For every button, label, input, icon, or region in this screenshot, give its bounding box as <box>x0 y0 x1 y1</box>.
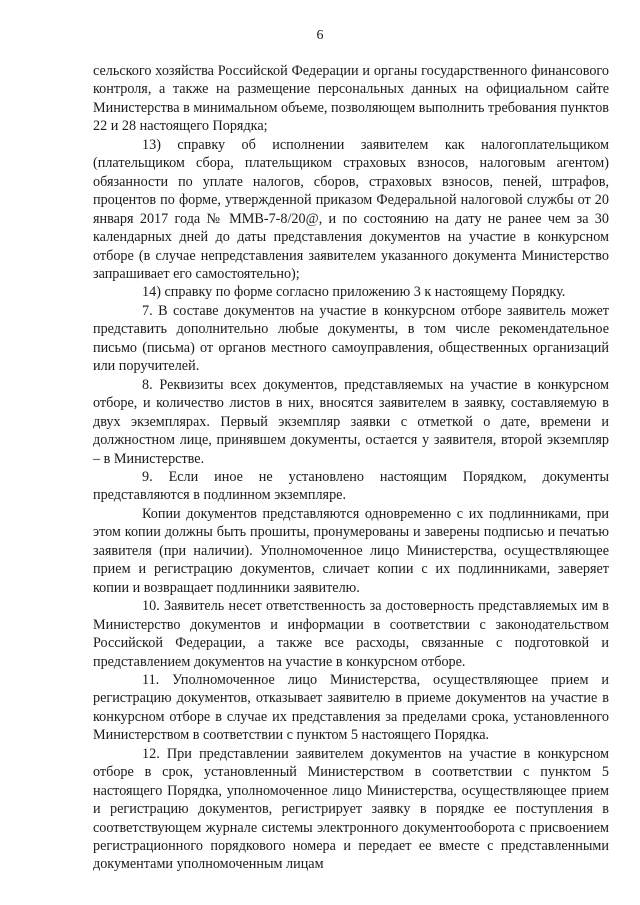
paragraph-item-14: 14) справку по форме согласно приложению 3 к настоящему Порядку. <box>142 284 566 301</box>
paragraph-10: 10. Заявитель несет ответственность за достоверность представляемых им в Министерство документов и информации в соответствии с законодательством Российской Федерации, а также все расходы, связанные с подготовкой и представлением документов на участие в конкурсном отборе. <box>93 598 609 670</box>
paragraph-copies: Копии документов представляются одновременно с их подлинниками, при этом копии должны быть прошиты, пронумерованы и заверены подписью и печатью заявителя (при наличии). Уполномоченное лицо Министерства, осуществляющее прием и регистрацию документов, сличает копии с их подлинниками, заверяет копии и возвращает подлинники заявителю. <box>93 505 609 596</box>
paragraph-continuation: сельского хозяйства Российской Федерации и органы государственного финансового контроля, а также на размещение персональных данных на официальном сайте Министерства в минимальном объеме, позволяющем выполнить требования пунктов 22 и 28 настоящего Порядка; <box>93 63 609 135</box>
paragraph-9: 9. Если иное не установлено настоящим Порядком, документы представляются в подлинном экземпляре. <box>93 468 609 504</box>
document-body <box>93 62 609 874</box>
paragraph-12: 12. При представлении заявителем документов на участие в конкурсном отборе в срок, установленный Министерством в соответствии с пунктом 5 настоящего Порядка, уполномоченное лицо Министерства, осуществляющее прием и регистрацию документов, регистрирует заявку в порядке ее поступления в соответствующем журнале системы электронного документооборота с присвоением регистрационного порядкового номера и передает ее вместе с представленными документами уполномоченным лицам <box>93 745 609 873</box>
paragraph-8: 8. Реквизиты всех документов, представляемых на участие в конкурсном отборе, и количество листов в них, вносятся заявителем в заявку, составляемую в двух экземплярах. Первый экземпляр заявки с отметкой о дате, времени и должностном лице, принявшем документы, остается у заявителя, второй экземпляр – в Министерстве. <box>93 376 609 467</box>
page-number: 6 <box>316 28 324 43</box>
paragraph-item-13: 13) справку об исполнении заявителем как налогоплательщиком (плательщиком сбора, плательщиком страховых взносов, налоговым агентом) обязанности по уплате налогов, сборов, страховых взносов, пеней, штрафов, процентов по форме, утвержденной приказом Федеральной налоговой службы от 20 января 2017 года № ММВ-7-8/20@, и по состоянию на дату не ранее чем за 30 календарных дней до даты представления документов на участие в конкурсном отборе (в случае непредставления заявителем указанного документа Министерство запрашивает его самостоятельно); <box>93 136 609 282</box>
paragraph-7: 7. В составе документов на участие в конкурсном отборе заявитель может представить дополнительно любые документы, в том числе рекомендательное письмо (письма) от органов местного самоуправления, общественных организаций или поручителей. <box>93 302 609 375</box>
paragraph-11: 11. Уполномоченное лицо Министерства, осуществляющее прием и регистрацию документов, отказывает заявителю в приеме документов на участие в конкурсном отборе в случае их представления за пределами срока, установленного Министерством в соответствии с пунктом 5 настоящего Порядка. <box>93 671 609 744</box>
